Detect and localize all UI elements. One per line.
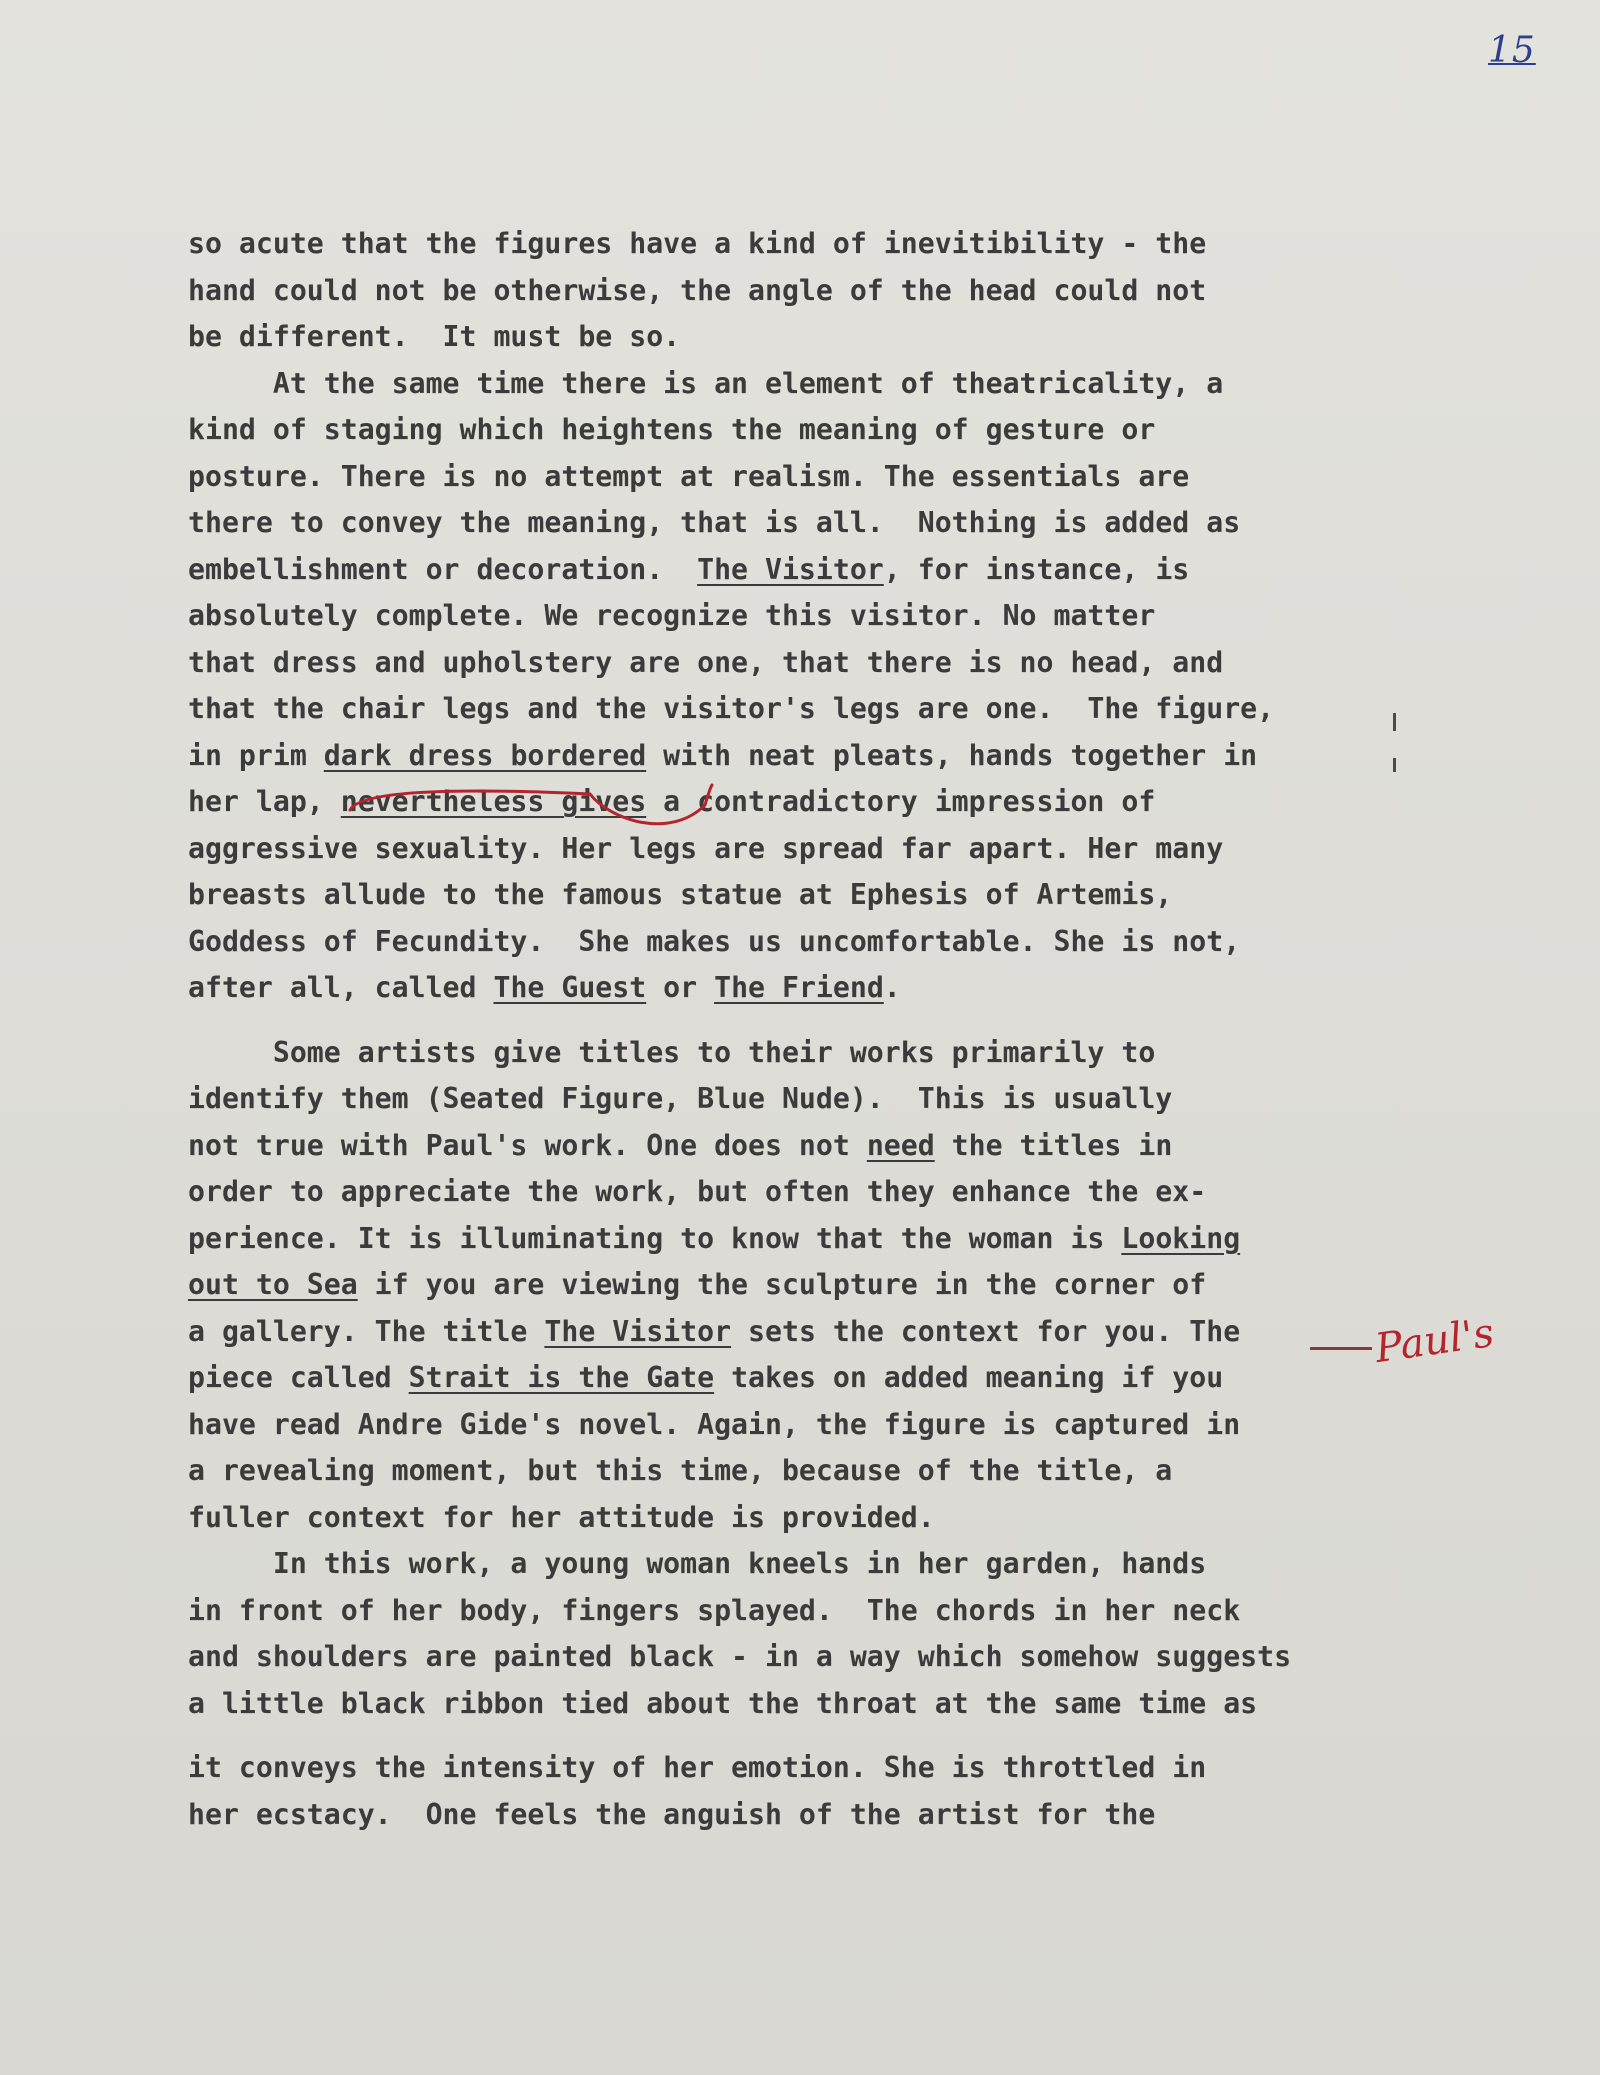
text-segment: in front of her body, fingers splayed. The chords in her neck bbox=[188, 1593, 1241, 1627]
text-line bbox=[188, 1030, 1438, 1077]
text-line bbox=[188, 1076, 1438, 1123]
text-line bbox=[188, 733, 1438, 780]
text-segment: takes on added meaning if you bbox=[714, 1361, 1224, 1394]
text-line bbox=[188, 268, 1438, 315]
text-segment: aggressive sexuality. Her legs are spread far apart. Her many bbox=[188, 831, 1224, 865]
text-segment: breasts allude to the famous statue at Ephesis of Artemis, bbox=[188, 878, 1173, 911]
text-line bbox=[188, 1588, 1438, 1635]
text-segment: there to convey the meaning, that is all. Nothing is added as bbox=[188, 506, 1241, 539]
text-segment: with neat pleats, hands together in bbox=[646, 738, 1258, 772]
text-segment: after all, called bbox=[188, 971, 494, 1004]
text-segment: in prim bbox=[188, 738, 324, 772]
text-line bbox=[188, 1355, 1438, 1402]
text-line bbox=[188, 640, 1438, 687]
text-line bbox=[188, 593, 1438, 640]
text-line bbox=[188, 965, 1438, 1012]
red-ink-circle-mark bbox=[340, 780, 740, 860]
margin-tick-mark bbox=[1393, 758, 1396, 772]
text-line bbox=[188, 361, 1438, 408]
text-segment: fuller context for her attitude is provided. bbox=[188, 1500, 935, 1534]
underlined-title: Strait is the Gate bbox=[408, 1361, 715, 1394]
text-segment: . bbox=[883, 971, 901, 1004]
text-line bbox=[188, 407, 1438, 454]
text-segment: perience. It is illuminating to know that the woman is bbox=[188, 1221, 1122, 1255]
underlined-title: The Visitor bbox=[697, 552, 884, 586]
text-line bbox=[188, 547, 1438, 594]
text-segment: and shoulders are painted black - in a way which somehow suggests bbox=[188, 1640, 1292, 1673]
underlined-title: The Guest bbox=[493, 971, 647, 1004]
underlined-title: out to Sea bbox=[188, 1268, 358, 1301]
underlined-title: Looking bbox=[1121, 1221, 1241, 1255]
text-segment: that the chair legs and the visitor's legs are one. The figure, bbox=[188, 692, 1275, 725]
text-line bbox=[188, 314, 1438, 361]
text-segment: a little black ribbon tied about the throat at the same time as bbox=[188, 1686, 1258, 1720]
text-segment: so acute that the figures have a kind of inevitibility - the bbox=[188, 227, 1207, 260]
text-segment: embellishment or decoration. bbox=[188, 552, 698, 586]
text-line bbox=[188, 1541, 1438, 1588]
text-line bbox=[188, 1792, 1438, 1839]
text-segment: Goddess of Fecundity. She makes us uncomfortable. She is not, bbox=[188, 924, 1241, 958]
text-segment: piece called bbox=[188, 1361, 409, 1394]
text-segment: order to appreciate the work, but often they enhance the ex- bbox=[188, 1175, 1207, 1208]
text-segment: it conveys the intensity of her emotion. She is throttled in bbox=[188, 1751, 1207, 1784]
text-line bbox=[188, 686, 1438, 733]
underlined-title: The Friend bbox=[714, 971, 884, 1004]
text-line bbox=[188, 1216, 1438, 1263]
text-line bbox=[188, 1681, 1438, 1728]
text-line bbox=[188, 1495, 1438, 1542]
text-segment: kind of staging which heightens the meaning of gesture or bbox=[188, 413, 1156, 446]
text-line bbox=[188, 1634, 1438, 1681]
typewritten-text-body bbox=[188, 221, 1438, 1838]
text-segment: if you are viewing the sculpture in the corner of bbox=[357, 1268, 1207, 1301]
text-line bbox=[188, 221, 1438, 268]
text-line bbox=[188, 454, 1438, 501]
text-segment: In this work, a young woman kneels in her garden, hands bbox=[188, 1547, 1207, 1580]
margin-tick-mark bbox=[1393, 713, 1396, 731]
page-number: 15 bbox=[1488, 30, 1536, 71]
text-segment: a gallery. The title bbox=[188, 1314, 545, 1348]
text-line bbox=[188, 872, 1438, 919]
text-line bbox=[188, 1169, 1438, 1216]
text-segment: posture. There is no attempt at realism. The essentials are bbox=[188, 459, 1190, 493]
text-segment: Some artists give titles to their works primarily to bbox=[188, 1035, 1156, 1069]
text-line bbox=[188, 1448, 1438, 1495]
handwritten-annotation: Paul's bbox=[1372, 1309, 1497, 1373]
text-segment: her ecstacy. One feels the anguish of the artist for the bbox=[188, 1797, 1156, 1831]
text-segment: the titles in bbox=[934, 1128, 1173, 1162]
text-line bbox=[188, 500, 1438, 547]
underlined-title: The Visitor bbox=[544, 1314, 732, 1348]
text-segment: , for instance, is bbox=[883, 552, 1190, 586]
text-segment: identify them (Seated Figure, Blue Nude). This is usually bbox=[188, 1082, 1173, 1115]
text-segment: hand could not be otherwise, the angle of the head could not bbox=[188, 273, 1207, 307]
text-segment: a revealing moment, but this time, because of the title, a bbox=[188, 1454, 1173, 1487]
text-line bbox=[188, 1123, 1438, 1170]
underlined-title: nevertheless gives bbox=[340, 785, 647, 818]
text-segment: sets the context for you. The bbox=[731, 1314, 1241, 1348]
text-segment: her lap, bbox=[188, 785, 341, 818]
strikethrough-mark bbox=[1310, 1347, 1372, 1350]
text-segment: a contradictory impression of bbox=[646, 785, 1156, 818]
text-line bbox=[188, 1745, 1438, 1792]
text-line bbox=[188, 1402, 1438, 1449]
text-segment: At the same time there is an element of theatricality, a bbox=[188, 366, 1224, 400]
text-segment: absolutely complete. We recognize this visitor. No matter bbox=[188, 599, 1156, 632]
text-line bbox=[188, 919, 1438, 966]
underlined-title: need bbox=[866, 1128, 935, 1162]
text-line bbox=[188, 1262, 1438, 1309]
text-segment: or bbox=[646, 971, 715, 1004]
text-line bbox=[188, 1309, 1438, 1356]
underlined-title: dark dress bordered bbox=[323, 738, 647, 772]
text-segment: not true with Paul's work. One does not bbox=[188, 1128, 867, 1162]
text-segment: have read Andre Gide's novel. Again, the figure is captured in bbox=[188, 1407, 1241, 1441]
text-segment: that dress and upholstery are one, that there is no head, and bbox=[188, 645, 1224, 679]
text-segment: be different. It must be so. bbox=[188, 320, 681, 353]
